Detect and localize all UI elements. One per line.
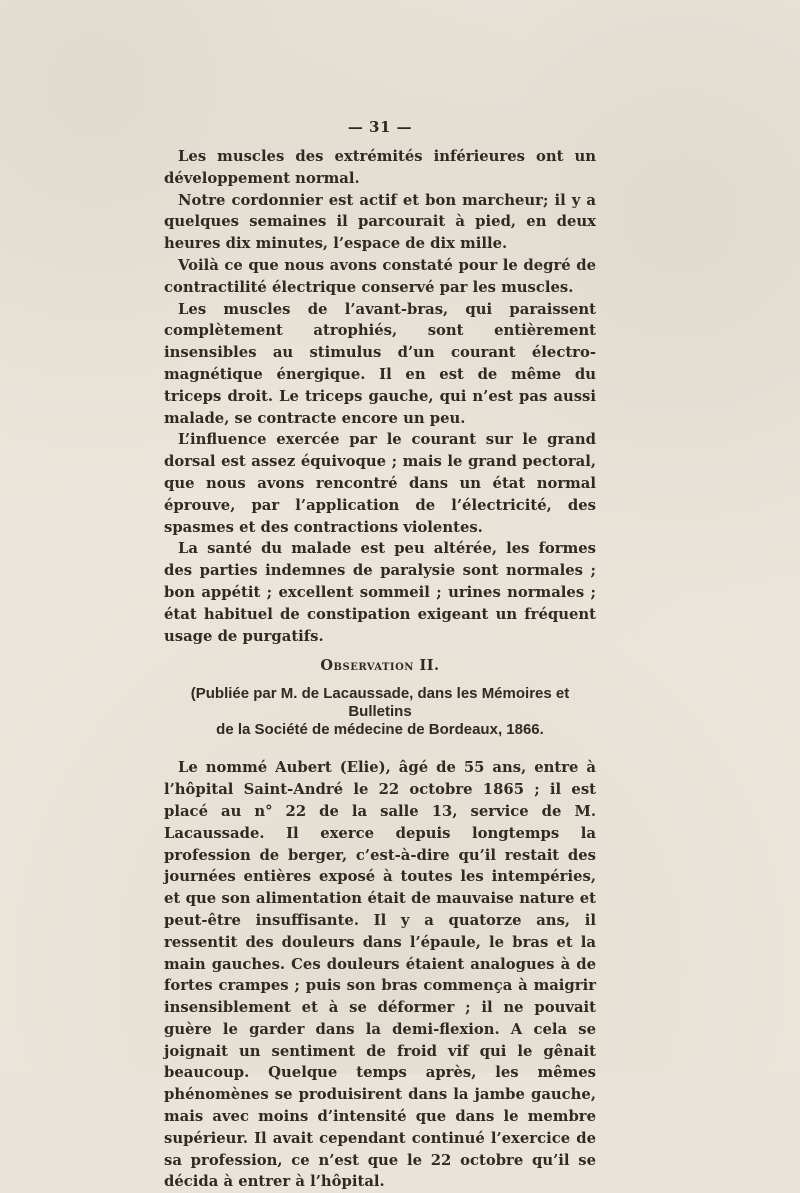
observation-heading: Observation II. <box>320 657 440 675</box>
paragraph-1: Les muscles des extrémités inférieures ont un développement normal. <box>164 148 596 187</box>
paragraph-3: Voilà ce que nous avons constaté pour le degré de contractilité électrique conservé par les muscles. <box>164 256 596 296</box>
observation-paragraph: Le nommé Aubert (Elie), âgé de 55 ans, entre à l’hôpital Saint-André le 22 octobre 1865 ; il est placé au n° 22 de la salle 13, service de M. Lacaussade. Il exerce depuis longtemps la profession de berger, c’est-à-dire qu’il restait des journées entières exposé à toutes les intempéries, et que son alimentation était de mauvaise nature et peut-être insuffisante. Il y a quatorze ans, il ressentit des douleurs dans l’épaule, le bras et la main gauches. Ces douleurs étaient analogues à de fortes crampes ; puis son bras commença à maigrir insensiblement et à se déformer ; il ne pouvait guère le garder dans la demi-flexion. A cela se joignait un sentiment de froid vif qui le gênait beaucoup. Quelque temps après, les mêmes phénomènes se produisirent dans la jambe gauche, mais avec moins d’intensité que dans le membre supérieur. Il avait cependant continué l’exercice de sa profession, ce n’est que le 22 octobre qu’il se décida à entrer à l’hôpital. <box>164 759 596 1191</box>
publication-note-line-2: de la Société de médecine de Bordeaux, 1866. <box>216 721 544 739</box>
paragraph-2: Notre cordonnier est actif et bon marcheur; il y a quelques semaines il parcourait à pied, en deux heures dix minutes, l’espace de dix mille. <box>164 191 596 253</box>
paragraph-4: Les muscles de l’avant-bras, qui paraissent complètement atrophiés, sont entièrement insensibles au stimulus d’un courant électro-magnétique énergique. Il en est de même du triceps droit. Le triceps gauche, qui n’est pas aussi malade, se contracte encore un peu. <box>164 300 596 427</box>
publication-note-line-1: (Publiée par M. de Lacaussade, dans les Mémoires et Bulletins <box>190 685 570 721</box>
observation-body <box>164 757 596 1193</box>
paragraph-5: L’influence exercée par le courant sur le grand dorsal est assez équivoque ; mais le grand pectoral, que nous avons rencontré dans un état normal éprouve, par l’application de l’électricité, des spasmes et des contractions violentes. <box>164 431 596 536</box>
publication-note <box>164 685 596 739</box>
page-content <box>164 118 596 1193</box>
page-number: — 31 — <box>347 118 413 136</box>
paragraph-6: La santé du malade est peu altérée, les formes des parties indemnes de paralysie sont normales ; bon appétit ; excellent sommeil ; urines normales ; état habituel de constipation exigeant un fréquent usage de purgatifs. <box>164 540 596 645</box>
